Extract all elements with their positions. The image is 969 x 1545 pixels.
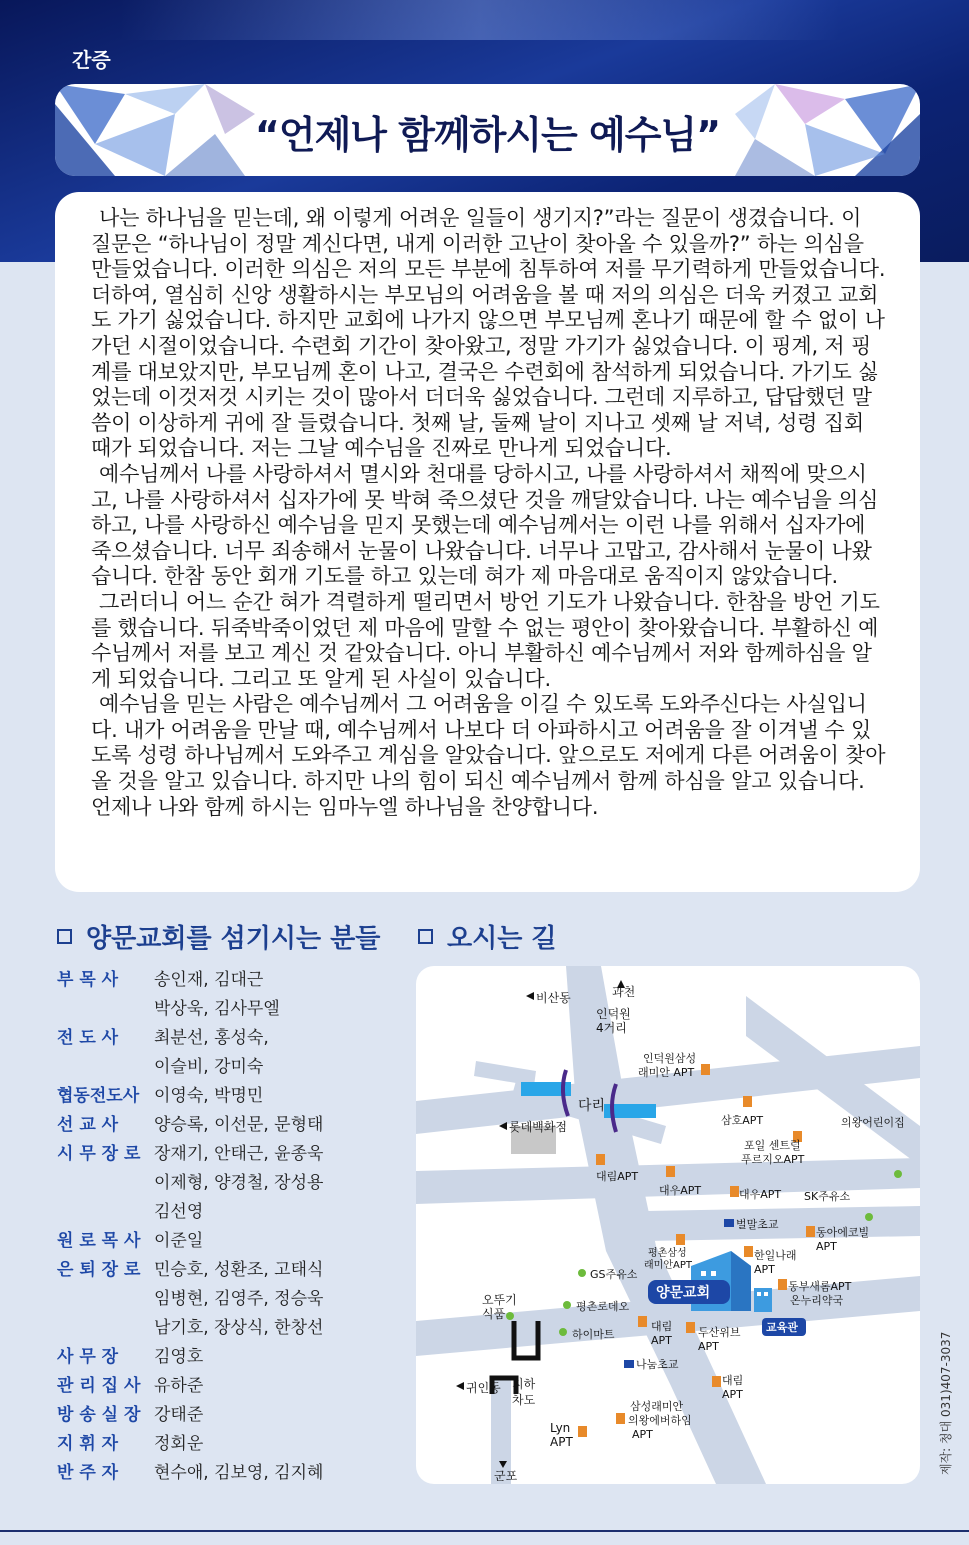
map-heading-text: 오시는 길 <box>447 924 557 954</box>
edu-map-label: 교육관 <box>766 1321 798 1334</box>
map-label: 포일 센트럴 <box>744 1139 801 1152</box>
staff-names: 장재기, 안태근, 윤종욱 <box>154 1144 324 1164</box>
map-label: 평촌삼성 <box>648 1248 687 1259</box>
map-label: 나눔초교 <box>636 1358 679 1371</box>
staff-row <box>57 1343 397 1372</box>
map-label: 온누리약국 <box>790 1294 844 1307</box>
staff-role: 사 무 장 <box>57 1347 119 1367</box>
map-label: 군포 <box>494 1469 518 1483</box>
map-label: 하이마트 <box>572 1328 615 1341</box>
staff-row <box>57 1459 397 1488</box>
map-label: 대우APT <box>739 1188 782 1201</box>
map-heading <box>418 918 557 955</box>
staff-names: 남기호, 장상식, 한창선 <box>154 1318 324 1338</box>
map-label: 대림APT <box>596 1170 639 1183</box>
arrow-left-icon <box>456 1382 464 1390</box>
essay-paragraph: 예수님을 믿는 사람은 예수님께서 그 어려움을 이길 수 있도록 도와주신다는 사실입니다. 내가 어려움을 만날 때, 예수님께서 나보다 더 아파하시고 어려움을 잘 이겨낼 수 있도록 성령 하나님께서 도와주고 계심을 알았습니다. 앞으로도 저에게 다른 어려움이 찾아올 것을 알고 있습니다. 하지만 나의 힘이 되신 예수님께서 함께 하심을 알고 있습니다. 언제나 나와 함께 하시는 임마누엘 하나님을 찬양합니다. <box>91 692 886 819</box>
map-label: 4거리 <box>596 1021 627 1035</box>
staff-row <box>57 995 397 1024</box>
staff-names: 박상욱, 김사무엘 <box>154 999 280 1019</box>
staff-row <box>57 1401 397 1430</box>
staff-role: 시 무 장 로 <box>57 1144 141 1164</box>
map-label: 인덕원 <box>596 1007 631 1021</box>
map-label: 차도 <box>512 1393 536 1407</box>
map-label: 다리 <box>578 1098 606 1114</box>
map-label: 귀인동 <box>466 1381 501 1395</box>
map-canvas <box>416 966 920 1484</box>
map-label: 의왕에버하임 <box>628 1414 692 1427</box>
essay-paragraph: 나는 하나님을 믿는데, 왜 이렇게 어려운 일들이 생기지?”라는 질문이 생겼습니다. 이 질문은 “하나님이 정말 계신다면, 내게 이러한 고난이 찾아올 수 있을까?” 하는 의심을 만들었습니다. 이러한 의심은 저의 모든 부분에 침투하여 저를 무기력하게 만들었습니다. 더하여, 열심히 신앙 생활하시는 부모님의 어려움을 볼 때 저의 의심은 더욱 커졌고 교회도 가기 싫었습니다. 하지만 교회에 나가지 않으면 부모님께 혼나기 때문에 할 수 없이 나가던 시절이었습니다. 수련회 기간이 찾아왔고, 정말 가기가 싫었습니다. 이 핑계, 저 핑계를 대보았지만, 부모님께 혼이 나고, 결국은 수련회에 참석하게 되었습니다. 가기도 싫었는데 이것저것 시키는 것이 많아서 더더욱 싫었습니다. 그런데 지루하고, 답답했던 말씀이 이상하게 귀에 잘 들렸습니다. 첫째 날, 둘째 날이 지나고 셋째 날 저녁, 성령 집회 때가 되었습니다. 저는 그날 예수님을 진짜로 만나게 되었습니다. <box>91 206 886 461</box>
map-label: APT <box>816 1240 837 1253</box>
staff-row <box>57 1111 397 1140</box>
staff-names: 양승록, 이선문, 문형태 <box>154 1115 324 1135</box>
essay-paragraph: 그러더니 어느 순간 혀가 격렬하게 떨리면서 방언 기도가 나왔습니다. 한참을 방언 기도를 했습니다. 뒤죽박죽이었던 제 마음에 말할 수 없는 평안이 찾아왔습니다. 부활하신 예수님께서 저를 보고 계신 것 같았습니다. 아니 부활하신 예수님께서 저와 함께하심을 알게 되었습니다. 그리고 또 알게 된 사실이 있습니다. <box>91 589 880 691</box>
staff-names: 이영숙, 박명민 <box>154 1086 264 1106</box>
staff-row <box>57 1227 397 1256</box>
staff-names: 이슬비, 강미숙 <box>154 1057 264 1077</box>
section-tag: 간증 <box>72 48 111 72</box>
map-label: APT <box>550 1435 573 1449</box>
title-banner <box>55 84 920 176</box>
map-label: 동아에코빌 <box>816 1226 870 1239</box>
staff-names: 강태준 <box>154 1405 204 1425</box>
staff-role: 협동전도사 <box>57 1086 140 1106</box>
map-label: APT <box>651 1334 672 1347</box>
staff-row <box>57 1430 397 1459</box>
map-label: SK주유소 <box>804 1190 851 1203</box>
credit-text: 제작: 청대 031)407-3037 <box>939 1331 953 1475</box>
staff-role: 반 주 자 <box>57 1463 119 1483</box>
staff-row <box>57 1285 397 1314</box>
staff-names: 현수애, 김보영, 김지혜 <box>154 1463 324 1483</box>
map-label: 대우APT <box>659 1184 702 1197</box>
staff-role: 부 목 사 <box>57 970 119 990</box>
staff-names: 김영호 <box>154 1347 204 1367</box>
staff-names: 최분선, 홍성숙, <box>154 1028 269 1048</box>
map-label: 오뚜기 <box>482 1293 517 1307</box>
map-label: 비산동 <box>536 991 571 1005</box>
staff-heading-text: 양문교회를 섬기시는 분들 <box>86 924 381 954</box>
staff-role: 지 휘 자 <box>57 1434 119 1454</box>
staff-row <box>57 1053 397 1082</box>
map-label: APT <box>722 1388 743 1401</box>
page-title: “언제나 함께하시는 예수님” <box>254 113 721 157</box>
staff-row <box>57 1024 397 1053</box>
staff-row <box>57 1256 397 1285</box>
map-label: Lyn <box>550 1421 571 1435</box>
staff-role: 원 로 목 사 <box>57 1231 141 1251</box>
staff-row <box>57 1140 397 1169</box>
education-building-icon <box>754 1288 772 1312</box>
map-label: 삼성래미안 <box>630 1400 684 1413</box>
map-label: 과천 <box>612 985 636 999</box>
staff-role: 관 리 집 사 <box>57 1376 141 1396</box>
staff-names: 민승호, 성환조, 고태식 <box>154 1260 324 1280</box>
map-label: GS주유소 <box>590 1268 638 1281</box>
map-label: 인덕원삼성 <box>643 1052 697 1065</box>
staff-names: 임병현, 김영주, 정승욱 <box>154 1289 324 1309</box>
staff-names: 정회운 <box>154 1434 204 1454</box>
staff-names: 이제형, 양경철, 장성용 <box>154 1173 324 1193</box>
staff-names: 유하준 <box>154 1376 204 1396</box>
map-label: APT <box>632 1428 653 1441</box>
map-label: 평촌로데오 <box>576 1300 630 1313</box>
staff-row <box>57 1082 397 1111</box>
map-label: 의왕어린이집 <box>841 1116 905 1129</box>
map-label: 푸르지오APT <box>741 1153 805 1166</box>
staff-heading <box>57 918 380 955</box>
checkbox-square-icon <box>57 929 72 944</box>
map-label: APT <box>698 1340 719 1353</box>
map-label: 식품 <box>482 1307 506 1321</box>
map-label: 대림 <box>651 1320 673 1333</box>
map-label: 두산위브 <box>698 1326 741 1339</box>
map-label: 지하 <box>512 1377 536 1391</box>
arrow-left-icon <box>526 992 534 1000</box>
map-label: APT <box>754 1263 775 1276</box>
header-light-streak <box>120 0 840 40</box>
essay-paragraph: 예수님께서 나를 사랑하셔서 멸시와 천대를 당하시고, 나를 사랑하셔서 채찍에 맞으시고, 나를 사랑하셔서 십자가에 못 박혀 죽으셨단 것을 깨달았습니다. 나는 예수님을 의심하고, 나를 사랑하신 예수님을 믿지 못했는데 예수님께서는 이런 나를 위해서 십자가에 죽으셨습니다. 너무 죄송해서 눈물이 나왔습니다. 너무나 고맙고, 감사해서 눈물이 나왔습니다. 한참 동안 회개 기도를 하고 있는데 혀가 제 마음대로 움직이지 않았습니다. <box>91 461 879 589</box>
staff-row <box>57 966 397 995</box>
directions-map <box>416 966 920 1484</box>
map-label: 삼호APT <box>721 1114 764 1127</box>
staff-row <box>57 1169 397 1198</box>
staff-names: 김선영 <box>154 1202 204 1222</box>
staff-row <box>57 1372 397 1401</box>
map-label: 래미안APT <box>644 1260 692 1271</box>
map-label: 벌말초교 <box>736 1218 779 1231</box>
testimony-card <box>55 192 920 892</box>
checkbox-square-icon <box>418 929 433 944</box>
church-map-label: 양문교회 <box>656 1285 711 1301</box>
map-label: 래미안 APT <box>638 1066 695 1079</box>
bottom-divider <box>0 1530 969 1532</box>
staff-role: 전 도 사 <box>57 1028 119 1048</box>
staff-names: 송인재, 김대근 <box>154 970 264 990</box>
map-label: 롯데백화점 <box>509 1120 567 1134</box>
staff-role: 선 교 사 <box>57 1115 119 1135</box>
staff-list <box>57 966 397 1488</box>
staff-names: 이준일 <box>154 1231 204 1251</box>
staff-row <box>57 1314 397 1343</box>
staff-role: 방 송 실 장 <box>57 1405 141 1425</box>
staff-row <box>57 1198 397 1227</box>
map-label: 대림 <box>722 1374 744 1387</box>
map-label: 동부새롬APT <box>788 1280 852 1293</box>
staff-role: 은 퇴 장 로 <box>57 1260 141 1280</box>
map-label: 한일나래 <box>754 1249 797 1262</box>
